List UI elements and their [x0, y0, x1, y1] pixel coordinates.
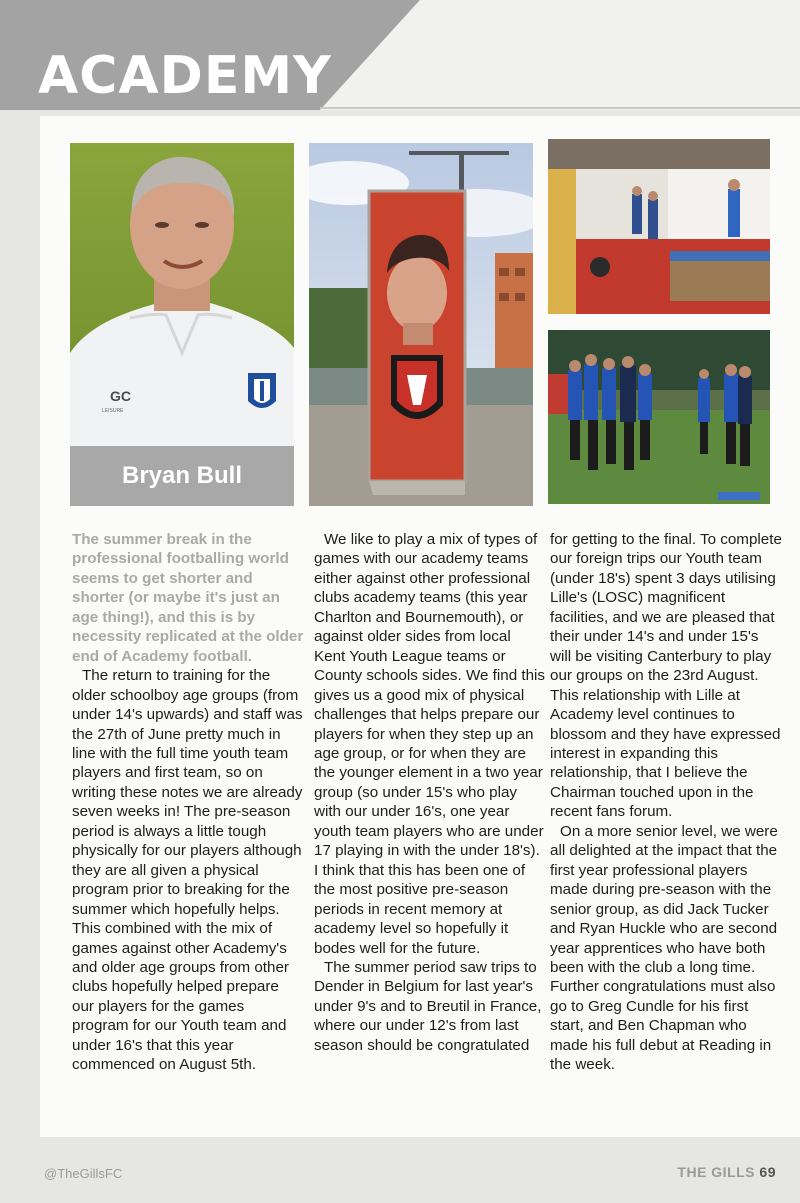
magazine-name: THE GILLS: [677, 1164, 756, 1180]
article-intro: The summer break in the professional footballing world seems to get shorter and shorter (or maybe it's just an age thing!), and this is by necessity replicated at the older end of Academy football.: [72, 531, 304, 665]
article-paragraph: We like to play a mix of types of games with our academy teams either against other professional clubs academy teams (this year Charlton and Bournemouth), or against older sides from local Kent Youth League teams or County schools sides. We find this gives us a good mix of physical challenges that helps prepare our players for when they step up an age group, or for when they are the younger element in a two year group (so under 15's who play with our under 16's, one year youth team players who are under 17 playing in with the under 18's). I think that this has been one of the most positive pre-season periods in recent memory at academy level so hopefully it bodes well for the future.: [314, 531, 546, 957]
article-column-1: [72, 530, 304, 1075]
article-paragraph: The return to training for the older schoolboy age groups (from under 14's upwards) and staff was the 27th of June pretty much in line with the full time youth team players and first team, so on writing these notes we are already seven weeks in! The pre-season period is always a little tough physically for our players although they are all given a physical program prior to breaking for the summer which hopefully helps. This combined with the mix of games against other Academy's and older age groups from other clubs hopefully helped prepare our players for the games program for our Youth team and under 16's that this year commenced on August 5th.: [72, 667, 303, 1074]
svg-text:GC: GC: [110, 388, 131, 404]
team-huddle-photo: [548, 330, 770, 504]
section-banner: [0, 0, 800, 110]
article-paragraph: for getting to the final. To complete our foreign trips our Youth team (under 18's) spent 3 days utilising Lille's (LOSC) magnificent facilities, and we are pleased that their under 14's and under 15's will be visiting Canterbury to play our groups on the 23rd August. This relationship with Lille at Academy level continues to blossom and they have expressed interest in expanding this relationship, that I believe the Chairman touched upon in the recent fans forum.: [550, 531, 782, 821]
portrait-photo: [70, 143, 294, 446]
article-column-3: [550, 530, 782, 1075]
article-paragraph: On a more senior level, we were all delighted at the impact that the first year professional players made during pre-season with the senior group, as did Jack Tucker and Ryan Huckle who are second year apprentices who have both been with the club a long time. Further congratulations must also go to Greg Cundle for his first start, and Ben Chapman who made his full debut at Reading in the week.: [550, 822, 778, 1074]
page-footer: [677, 1164, 776, 1180]
article-column-2: [314, 530, 546, 1055]
wall-mural-photo: [309, 143, 533, 506]
portrait-caption: Bryan Bull: [70, 446, 294, 506]
page-number: 69: [759, 1164, 776, 1180]
section-title: ACADEMY: [38, 46, 332, 106]
social-handle: @TheGillsFC: [44, 1166, 123, 1181]
shirt-sponsor: LEISURE: [102, 408, 124, 414]
article-paragraph: The summer period saw trips to Dender in Belgium for last year's under 9's and to Breutil in France, where our under 12's from last season should be congratulated: [314, 958, 542, 1054]
gym-photo: [548, 139, 770, 314]
